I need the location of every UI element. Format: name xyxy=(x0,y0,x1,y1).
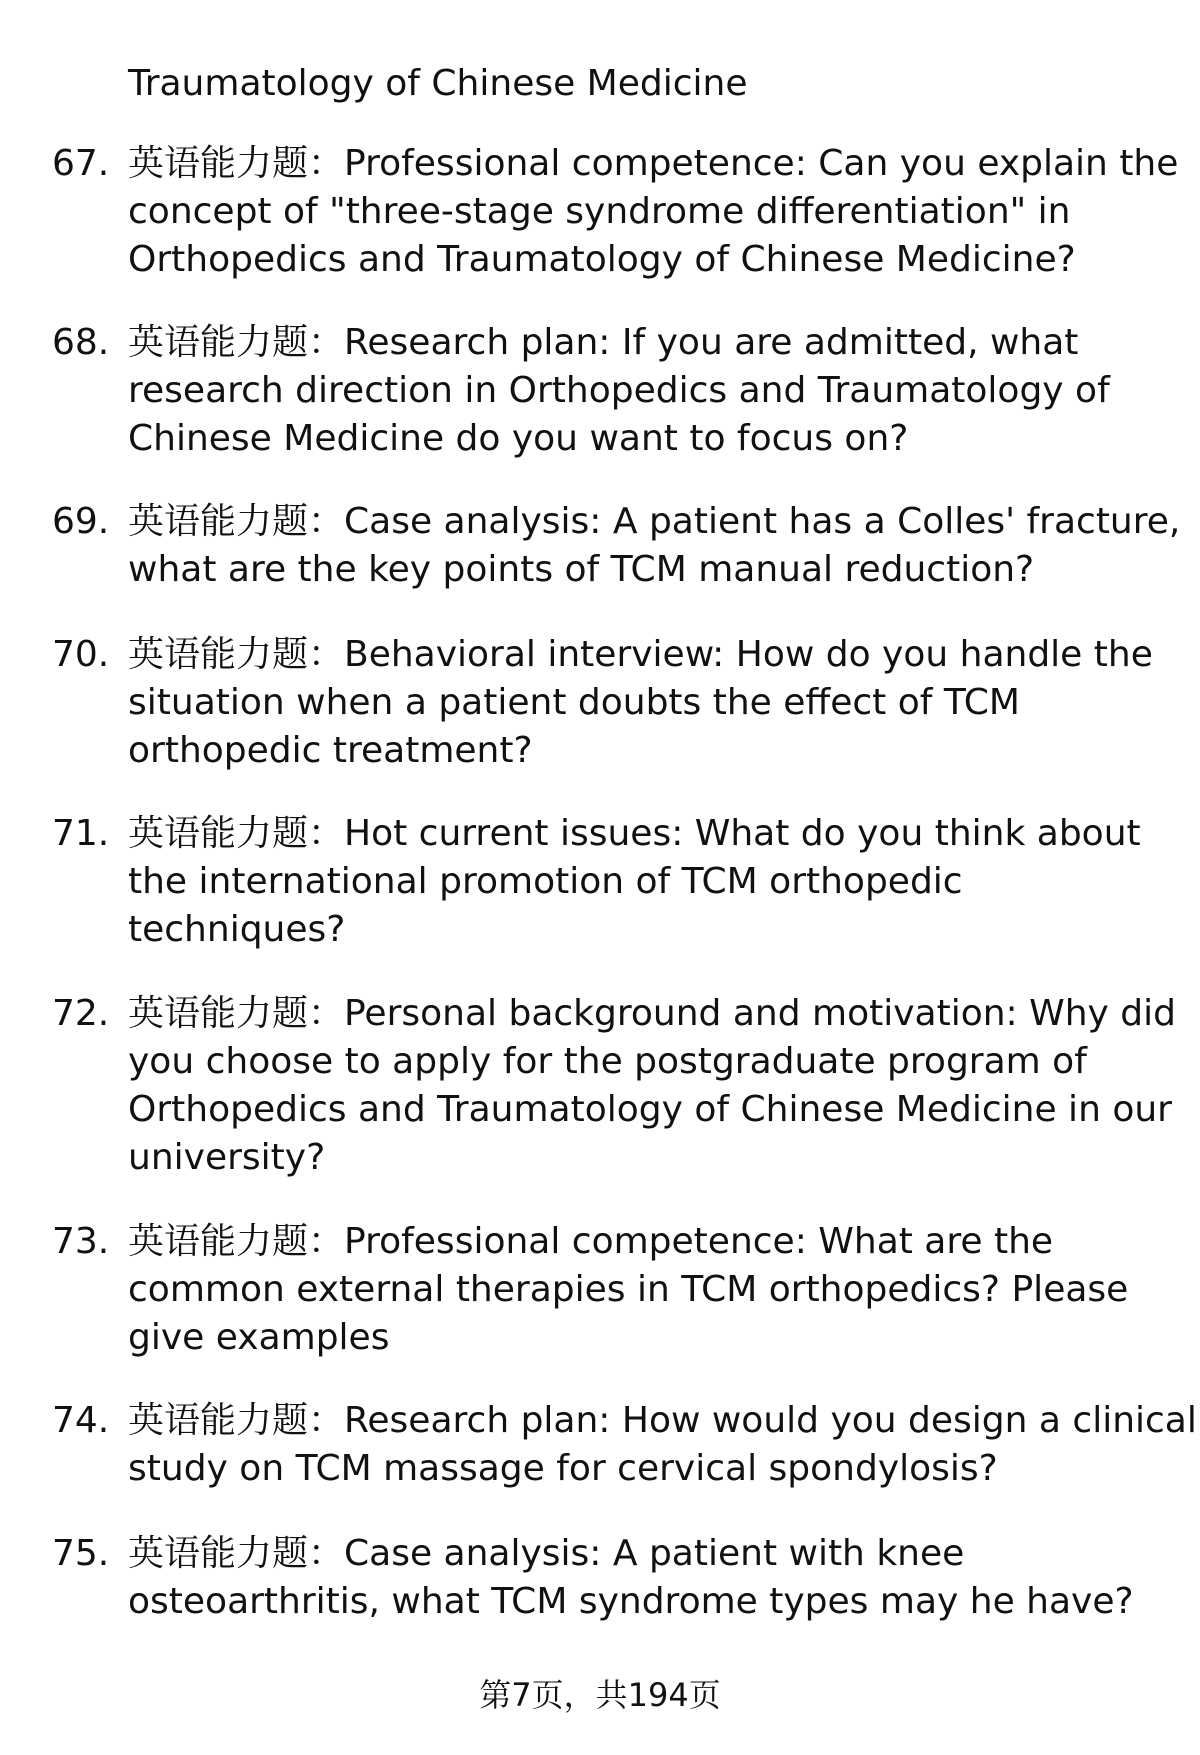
question-number: 71. xyxy=(52,813,110,854)
question-line: techniques? xyxy=(128,909,346,950)
page-footer: 第7页，共194页 xyxy=(479,1676,721,1714)
continued-line: Traumatology of Chinese Medicine xyxy=(128,63,748,104)
question-line: what are the key points of TCM manual reduction? xyxy=(128,549,1035,590)
question-line: orthopedic treatment? xyxy=(128,730,533,771)
question-number: 72. xyxy=(52,993,110,1034)
question-line: 英语能力题：Case analysis: A patient has a Colles' fracture, xyxy=(128,501,1181,542)
question-number: 73. xyxy=(52,1221,110,1262)
question-number: 67. xyxy=(52,143,110,184)
question-line: 英语能力题：Behavioral interview: How do you handle the xyxy=(128,634,1153,675)
question-number: 70. xyxy=(52,634,110,675)
question-line: 英语能力题：Personal background and motivation: Why did xyxy=(128,993,1176,1034)
question-number: 75. xyxy=(52,1533,110,1574)
question-line: 英语能力题：Research plan: How would you design a clinical xyxy=(128,1400,1197,1441)
question-line: university? xyxy=(128,1137,326,1178)
question-line: Chinese Medicine do you want to focus on? xyxy=(128,418,909,459)
question-line: Orthopedics and Traumatology of Chinese Medicine in our xyxy=(128,1089,1172,1130)
question-line: situation when a patient doubts the effect of TCM xyxy=(128,682,1020,723)
question-line: concept of "three-stage syndrome differentiation" in xyxy=(128,191,1071,232)
question-number: 74. xyxy=(52,1400,110,1441)
question-line: give examples xyxy=(128,1317,390,1358)
question-line: you choose to apply for the postgraduate program of xyxy=(128,1041,1087,1082)
question-line: the international promotion of TCM orthopedic xyxy=(128,861,963,902)
question-line: 英语能力题：Hot current issues: What do you think about xyxy=(128,813,1141,854)
question-line: common external therapies in TCM orthopedics? Please xyxy=(128,1269,1129,1310)
question-line: 英语能力题：Research plan: If you are admitted, what xyxy=(128,322,1079,363)
question-line: osteoarthritis, what TCM syndrome types may he have? xyxy=(128,1581,1134,1622)
question-line: Orthopedics and Traumatology of Chinese Medicine? xyxy=(128,239,1076,280)
question-line: 英语能力题：Professional competence: What are the xyxy=(128,1221,1054,1262)
question-line: study on TCM massage for cervical spondylosis? xyxy=(128,1448,998,1489)
question-line: 英语能力题：Professional competence: Can you explain the xyxy=(128,143,1179,184)
question-number: 69. xyxy=(52,501,110,542)
question-number: 68. xyxy=(52,322,110,363)
question-line: research direction in Orthopedics and Traumatology of xyxy=(128,370,1110,411)
question-line: 英语能力题：Case analysis: A patient with knee xyxy=(128,1533,965,1574)
